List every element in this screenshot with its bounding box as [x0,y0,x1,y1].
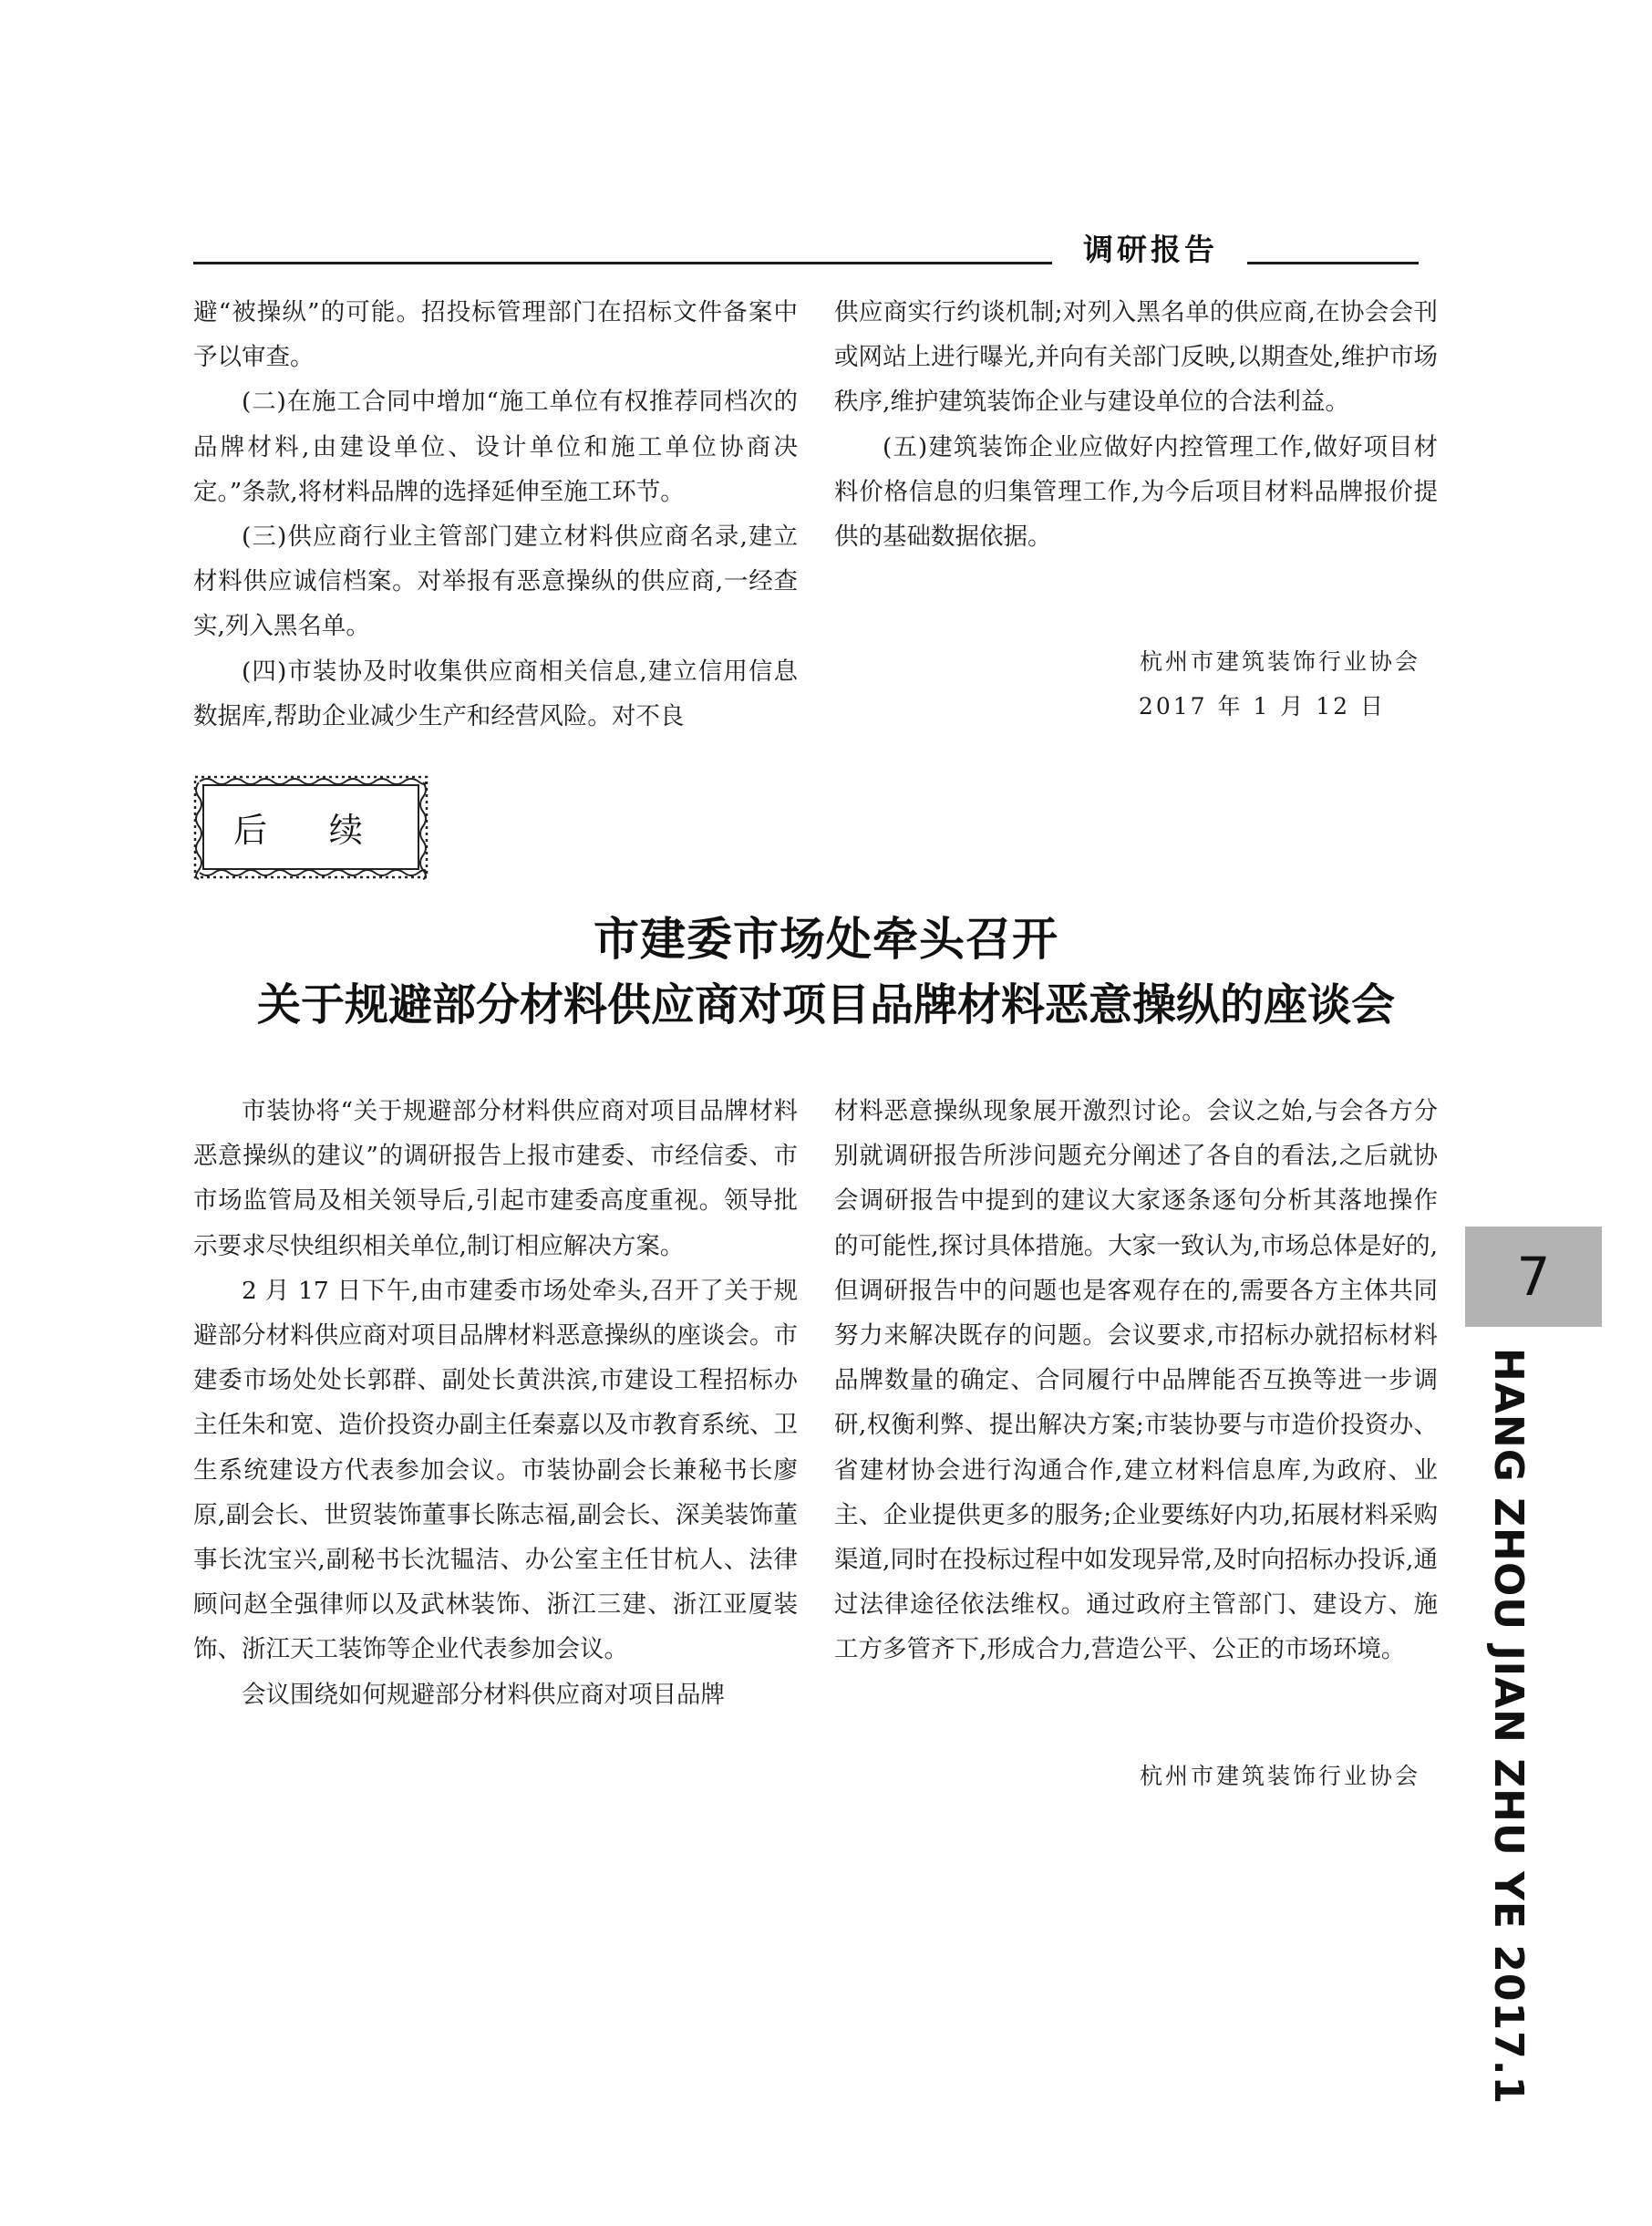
paragraph: 2 月 17 日下午,由市建委市场处牵头,召开了关于规避部分材料供应商对项目品牌材料恶意操纵的座谈会。市建委市场处处长郭群、副处长黄洪滨,市建设工程招标办主任朱和宽、造价投资办副主任秦嘉以及市教育系统、卫生系统建设方代表参加会议。市装协副会长兼秘书长廖原,副会长、世贸装饰董事长陈志福,副会长、深美装饰董事长沈宝兴,副秘书长沈韫洁、办公室主任甘杭人、法律顾问赵全强律师以及武林装饰、浙江三建、浙江亚厦装饰、浙江天工装饰等企业代表参加会议。 [193,1276,798,1664]
header-rule-right [1247,262,1419,264]
article-signature-org: 杭州市建筑装饰行业协会 [1139,1763,1420,1789]
paragraph: (五)建筑装饰企业应做好内控管理工作,做好项目材料价格信息的归集管理工作,为今后项目材料品牌报价提供的基础数据依据。 [834,432,1438,552]
paragraph: 避“被操纵”的可能。招投标管理部门在招标文件备案中予以审查。 [193,298,798,372]
paragraph: 供应商实行约谈机制;对列入黑名单的供应商,在协会会刊或网站上进行曝光,并向有关部门反映,以期查处,维护市场秩序,维护建筑装饰企业与建设单位的合法利益。 [834,298,1438,417]
signature-date: 2017 年 1 月 12 日 [1138,693,1386,720]
header-rule-left [193,262,1052,264]
article-title-line2: 关于规避部分材料供应商对项目品牌材料恶意操纵的座谈会 [256,979,1395,1030]
journal-title-vertical: HANG ZHOU JIAN ZHU YE 2017.1 [1485,1348,1532,2106]
upper-right-column [834,290,1438,559]
article-left-column [193,1089,798,1717]
followup-label: 后 续 [233,811,388,850]
upper-left-column [193,290,798,739]
page-number-tab: 7 [1465,1227,1602,1327]
paragraph: (二)在施工合同中增加“施工单位有权推荐同档次的品牌材料,由建设单位、设计单位和施工单位协商决定。”条款,将材料品牌的选择延伸至施工环节。 [193,388,798,506]
paragraph: 会议围绕如何规避部分材料供应商对项目品牌 [242,1680,725,1709]
paragraph: (三)供应商行业主管部门建立材料供应商名录,建立材料供应诚信档案。对举报有恶意操纵的供应商,一经查实,列入黑名单。 [193,523,798,641]
signature-org: 杭州市建筑装饰行业协会 [1139,648,1420,675]
paragraph: 市装协将“关于规避部分材料供应商对项目品牌材料恶意操纵的建议”的调研报告上报市建委、市经信委、市市场监管局及相关领导后,引起市建委高度重视。领导批示要求尽快组织相关单位,制订相应解决方案。 [193,1097,798,1260]
article-title-line1: 市建委市场处牵头召开 [594,912,1058,966]
section-tag: 调研报告 [1083,232,1218,267]
paragraph: (四)市装协及时收集供应商相关信息,建立信用信息数据库,帮助企业减少生产和经营风险。对不良 [193,657,798,730]
article-right-column [834,1089,1438,1672]
paragraph: 材料恶意操纵现象展开激烈讨论。会议之始,与会各方分别就调研报告所涉问题充分阐述了各自的看法,之后就协会调研报告中提到的建议大家逐条逐句分析其落地操作的可能性,探讨具体措施。大家一致认为,市场总体是好的,但调研报告中的问题也是客观存在的,需要各方主体共同努力来解决既存的问题。会议要求,市招标办就招标材料品牌数量的确定、合同履行中品牌能否互换等进一步调研,权衡利弊、提出解决方案;市装协要与市造价投资办、省建材协会进行沟通合作,建立材料信息库,为政府、业主、企业提供更多的服务;企业要练好内功,拓展材料采购渠道,同时在投标过程中如发现异常,及时向招标办投诉,通过法律途径依法维权。通过政府主管部门、建设方、施工方多管齐下,形成合力,营造公平、公正的市场环境。 [834,1097,1438,1664]
